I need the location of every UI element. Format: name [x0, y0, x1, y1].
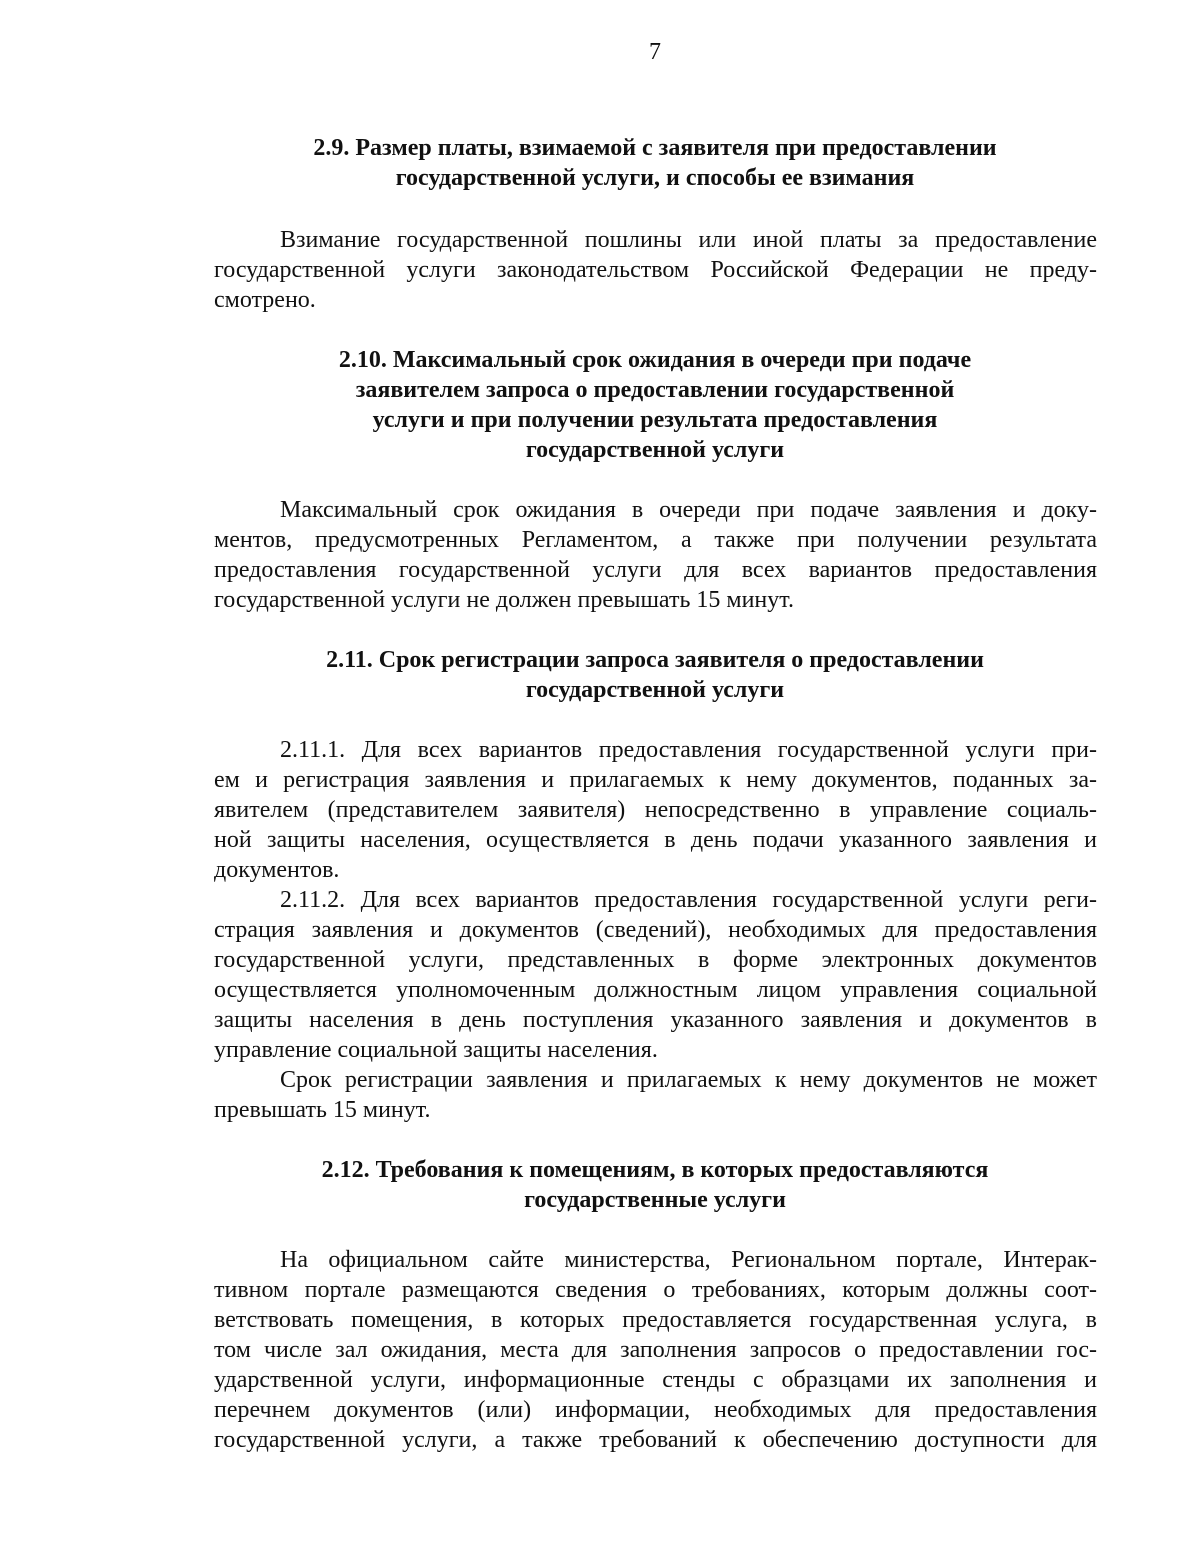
paragraph-line: государственной услуги законодательством Российской Федерации не преду-	[214, 257, 1097, 283]
paragraph-line: явителем (представителем заявителя) непосредственно в управление социаль-	[214, 797, 1097, 823]
paragraph-line: На официальном сайте министерства, Региональном портале, Интерак-	[280, 1247, 1097, 1273]
paragraph-line: перечнем документов (или) информации, необходимых для предоставления	[214, 1397, 1097, 1423]
paragraph-line: Взимание государственной пошлины или иной платы за предоставление	[280, 227, 1097, 253]
section-heading-line: услуги и при получении результата предоставления	[372, 407, 938, 433]
paragraph-line: Максимальный срок ожидания в очереди при подаче заявления и доку-	[280, 497, 1097, 523]
paragraph-line: превышать 15 минут.	[214, 1097, 431, 1123]
section-heading-line: государственной услуги, и способы ее взимания	[395, 165, 915, 191]
section-heading-line: 2.9. Размер платы, взимаемой с заявителя при предоставлении	[313, 135, 997, 161]
section-heading-line: государственные услуги	[524, 1187, 786, 1213]
paragraph-line: Срок регистрации заявления и прилагаемых к нему документов не может	[280, 1067, 1097, 1093]
paragraph-line: государственной услуги, а также требований к обеспечению доступности для	[214, 1427, 1097, 1453]
section-heading-line: 2.10. Максимальный срок ожидания в очереди при подаче	[338, 347, 972, 373]
paragraph-line: том числе зал ожидания, места для заполнения запросов о предоставлении гос-	[214, 1337, 1097, 1363]
paragraph-line: 2.11.2. Для всех вариантов предоставления государственной услуги реги-	[280, 887, 1097, 913]
section-heading-line: 2.12. Требования к помещениям, в которых предоставляются	[321, 1157, 989, 1183]
paragraph-line: документов.	[214, 857, 340, 883]
section-heading-line: государственной услуги	[525, 437, 785, 463]
paragraph-line: ной защиты населения, осуществляется в день подачи указанного заявления и	[214, 827, 1097, 853]
page-number: 7	[649, 39, 661, 65]
paragraph-line: 2.11.1. Для всех вариантов предоставления государственной услуги при-	[280, 737, 1097, 763]
paragraph-line: государственной услуги не должен превышать 15 минут.	[214, 587, 794, 613]
paragraph-line: ментов, предусмотренных Регламентом, а также при получении результата	[214, 527, 1097, 553]
paragraph-line: смотрено.	[214, 287, 316, 313]
paragraph-line: предоставления государственной услуги для всех вариантов предоставления	[214, 557, 1097, 583]
paragraph-line: ветствовать помещения, в которых предоставляется государственная услуга, в	[214, 1307, 1097, 1333]
section-heading-line: заявителем запроса о предоставлении государственной	[355, 377, 955, 403]
paragraph-line: управление социальной защиты населения.	[214, 1037, 658, 1063]
section-heading-line: 2.11. Срок регистрации запроса заявителя о предоставлении	[326, 647, 984, 673]
section-heading-line: государственной услуги	[525, 677, 785, 703]
paragraph-line: ем и регистрация заявления и прилагаемых к нему документов, поданных за-	[214, 767, 1097, 793]
paragraph-line: государственной услуги, представленных в форме электронных документов	[214, 947, 1097, 973]
paragraph-line: тивном портале размещаются сведения о требованиях, которым должны соот-	[214, 1277, 1097, 1303]
paragraph-line: страция заявления и документов (сведений), необходимых для предоставления	[214, 917, 1097, 943]
paragraph-line: ударственной услуги, информационные стенды с образцами их заполнения и	[214, 1367, 1097, 1393]
paragraph-line: осуществляется уполномоченным должностным лицом управления социальной	[214, 977, 1097, 1003]
paragraph-line: защиты населения в день поступления указанного заявления и документов в	[214, 1007, 1097, 1033]
